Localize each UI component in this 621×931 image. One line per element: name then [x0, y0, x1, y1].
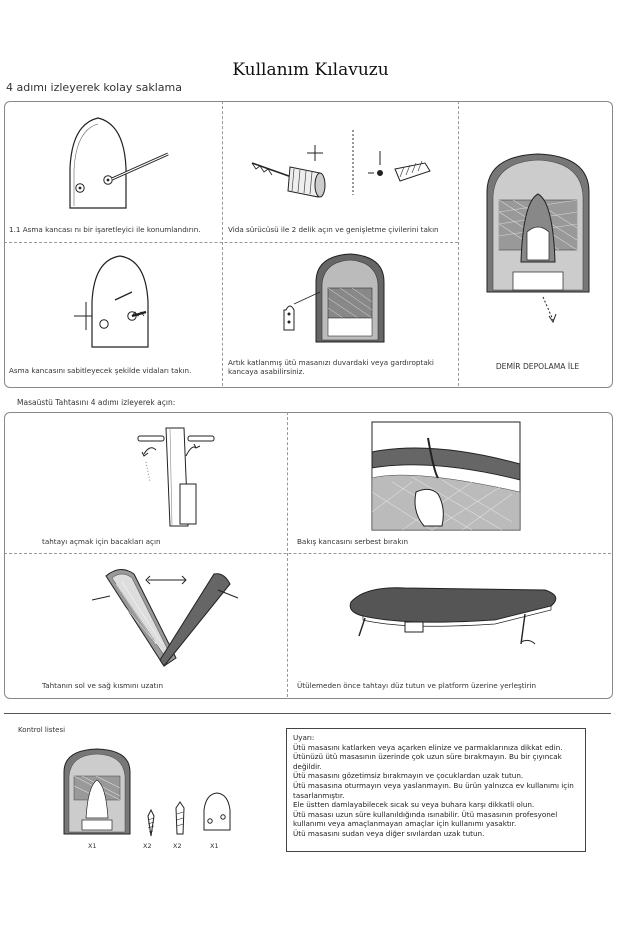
page-subtitle: 4 adımı izleyerek kolay saklama [6, 81, 182, 94]
open-legs-illustration [130, 422, 210, 532]
step-caption: Vida sürücüsü ile 2 delik açın ve genişletme çivilerini takın [228, 225, 439, 234]
checklist-rule [4, 713, 611, 714]
item-count: X2 [143, 842, 152, 850]
warning-line: Ütü masasını sudan veya diğer sıvılardan uzak tutun. [293, 828, 485, 838]
hook-screws-illustration [60, 252, 180, 362]
warning-line: Ütünüzü ütü masasının üzerinde çok uzun süre bırakmayın. Bu bir çıyıncak değildir. [293, 752, 562, 771]
step-caption: tahtayı açmak için bacakları açın [42, 537, 161, 546]
drill-plugs-illustration [240, 125, 440, 205]
hook-marker-illustration [60, 110, 180, 220]
screw-icon [146, 808, 156, 838]
step-caption: Bakış kancasını serbest bırakın [297, 537, 409, 546]
item-count: X2 [173, 842, 182, 850]
warning-box [286, 728, 586, 852]
storage-cover-illustration [62, 748, 132, 840]
step-caption: Tahtanın sol ve sağ kısmını uzatın [42, 681, 163, 690]
extend-board-illustration [90, 562, 240, 672]
divider [458, 101, 459, 386]
divider [4, 553, 611, 554]
board-on-hook-illustration [280, 252, 420, 352]
open-steps-heading: Masaüstü Tahtasını 4 adımı izleyerek açın: [17, 398, 176, 407]
release-hook-illustration [372, 422, 522, 532]
divider [287, 412, 288, 697]
item-count: X1 [88, 842, 97, 850]
wall-plug-icon [174, 800, 186, 838]
divider [4, 242, 458, 243]
item-count: X1 [210, 842, 219, 850]
warning-line: Ütü masasını katlarken veya açarken elinize ve parmaklarınıza dikkat edin. [293, 742, 563, 752]
hanging-hook-icon [202, 792, 232, 832]
iron-storage-illustration [483, 152, 593, 322]
warning-line: Ütü masasına oturmayın veya yaslanmayın. Bu ürün yalnızca ev kullanımı için tasarlanmıştır. [293, 780, 574, 800]
warning-line: Ele üstten damlayabilecek sıcak su veya buhara karşı dikkatli olun. [293, 800, 535, 810]
step-caption: Ütülemeden önce tahtayı düz tutun ve platform üzerine yerleştirin [297, 681, 537, 690]
warning-title: Uyarı: [293, 733, 315, 742]
storage-with-iron-label: DEMİR DEPOLAMA İLE [495, 362, 580, 371]
checklist-heading: Kontrol listesi [18, 726, 66, 734]
step-caption: Artık katlanmış ütü masanızı duvardaki veya gardıroptaki kancaya asabilirsiniz. [228, 358, 434, 376]
page-title: Kullanım Kılavuzu [232, 60, 389, 80]
warning-line: Ütü masasını gözetimsiz bırakmayın ve çocuklardan uzak tutun. [293, 771, 524, 781]
step-caption: Asma kancasını sabitleyecek şekilde vidaları takın. [9, 366, 192, 375]
warning-line: Ütü masası uzun süre kullanıldığında ısınabilir. Ütü masasının profesyonel kullanımı veya amaçlanmayan amaçlar için kullanımı yasaktır. [293, 809, 558, 829]
divider [222, 101, 223, 386]
flat-board-illustration [345, 580, 565, 660]
step-caption: 1.1 Asma kancası nı bir işaretleyici ile konumlandırın. [9, 225, 201, 234]
